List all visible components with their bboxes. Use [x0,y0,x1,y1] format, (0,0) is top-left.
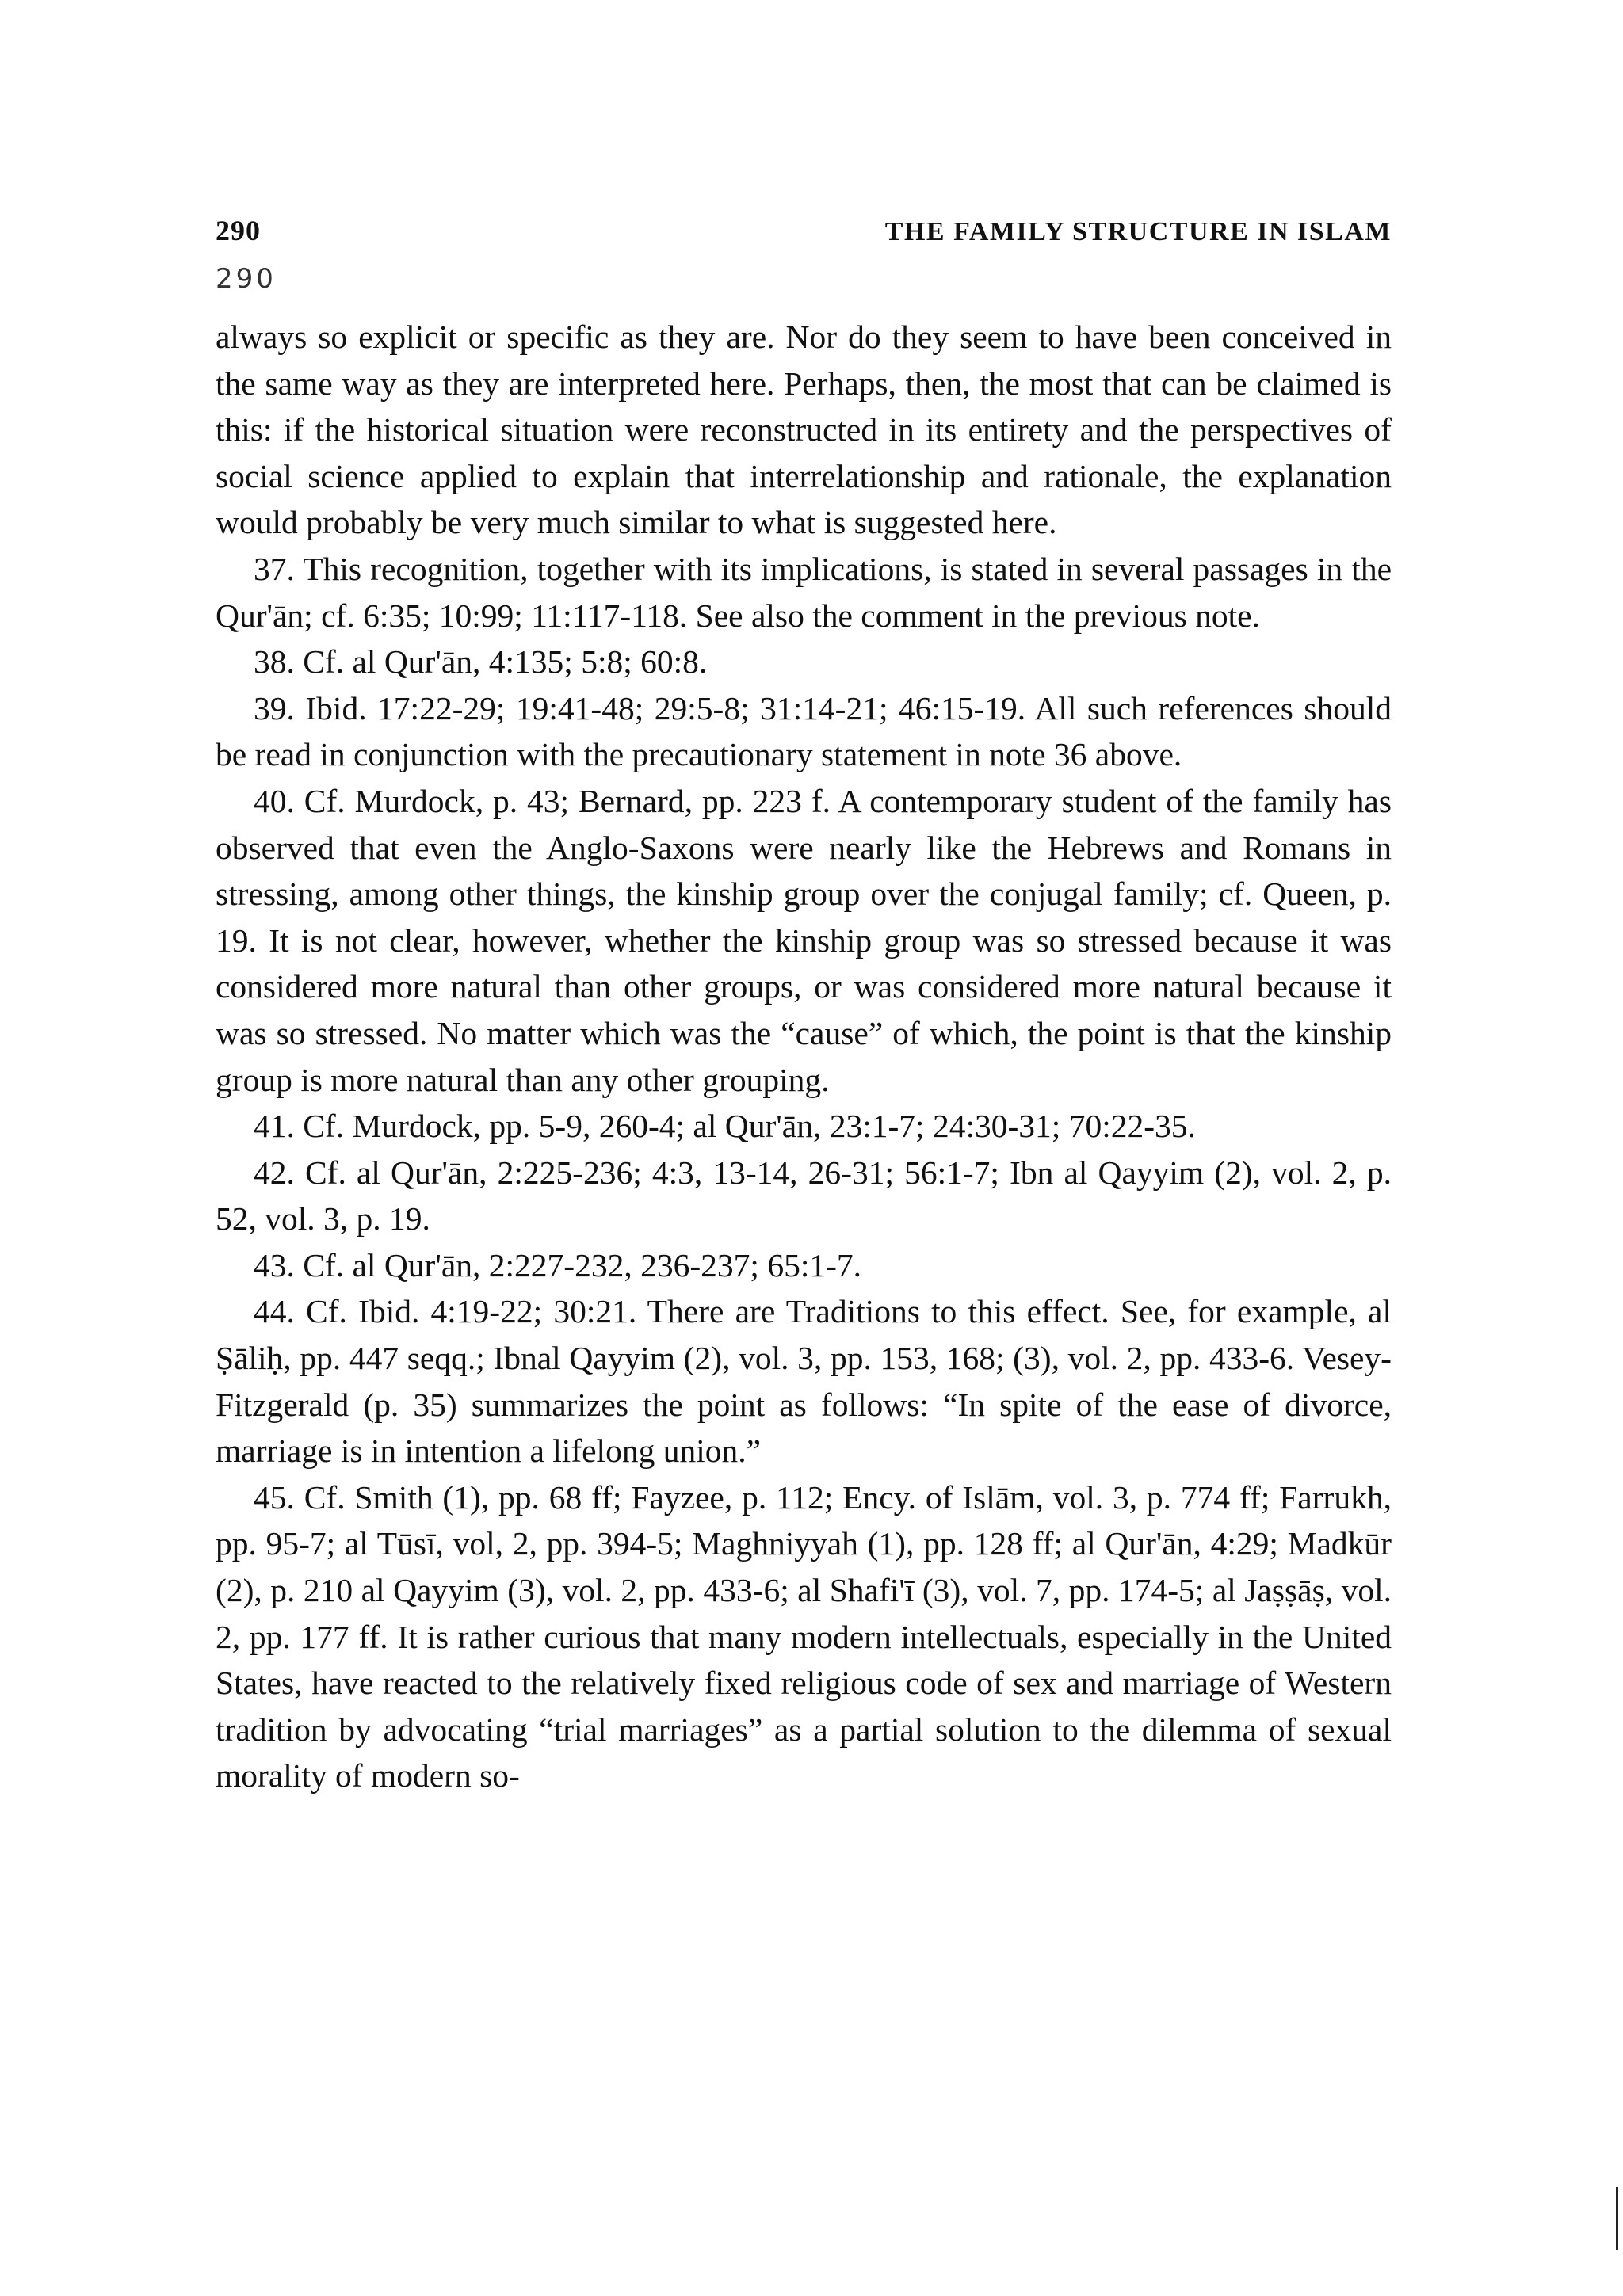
note-40: 40. Cf. Murdock, p. 43; Bernard, pp. 223 f. A contemporary student of the family has observed that even the Anglo-Saxons were nearly like the Hebrews and Romans in stressing, among other things, the kinship group over the conjugal family; cf. Queen, p. 19. It is not clear, however, whether the kinship group was so stressed because it was considered more natural than other groups, or was considered more natural because it was so stressed. No matter which was the “cause” of which, the point is that the kinship group is more natural than any other grouping. [216,782,1392,1098]
scan-edge-mark [1616,2187,1618,2250]
continuation-paragraph: always so explicit or specific as they are. Nor do they seem to have been conceived in the same way as they are interpreted here. Perhaps, then, the most that can be claimed is this: if the historical situation were reconstructed in its entirety and the perspectives of social science applied to explain that interrelationship and rationale, the explanation would probably be very much similar to what is suggested here. [216,318,1392,541]
note-39: 39. Ibid. 17:22-29; 19:41-48; 29:5-8; 31:14-21; 46:15-19. All such references should be read in conjunction with the precautionary statement in note 36 above. [216,689,1392,773]
document-page [216,214,1392,1799]
note-38: 38. Cf. al Qur'ān, 4:135; 5:8; 60:8. [254,643,708,681]
running-head: THE FAMILY STRUCTURE IN ISLAM [884,217,1392,246]
note-37: 37. This recognition, together with its implications, is stated in several passages in the Qur'ān; cf. 6:35; 10:99; 11:117-118. See also the comment in the previous note. [216,550,1392,634]
handwritten-page-number: 290 [216,263,277,295]
note-41: 41. Cf. Murdock, pp. 5-9, 260-4; al Qur'ān, 23:1-7; 24:30-31; 70:22-35. [254,1108,1196,1145]
note-43: 43. Cf. al Qur'ān, 2:227-232, 236-237; 65:1-7. [254,1246,862,1283]
notes-body [216,314,1392,1799]
page-header [216,214,1392,258]
page-number: 290 [216,215,261,246]
note-44: 44. Cf. Ibid. 4:19-22; 30:21. There are Traditions to this effect. See, for example, al Ṣāliḥ, pp. 447 seqq.; Ibnal Qayyim (2), vol. 3, pp. 153, 168; (3), vol. 2, pp. 433-6. Vesey-Fitzgerald (p. 35) summarizes the point as follows: “In spite of the ease of divorce, marriage is in intention a lifelong union.” [216,1293,1392,1470]
note-45: 45. Cf. Smith (1), pp. 68 ff; Fayzee, p. 112; Ency. of Islām, vol. 3, p. 774 ff; Farrukh, pp. 95-7; al Tūsī, vol, 2, pp. 394-5; Maghniyyah (1), pp. 128 ff; al Qur'ān, 4:29; Madkūr (2), p. 210 al Qayyim (3), vol. 2, pp. 433-6; al Shafi'ī (3), vol. 7, pp. 174-5; al Jaṣṣāṣ, vol. 2, pp. 177 ff. It is rather curious that many modern intellectuals, especially in the United States, have reacted to the relatively fixed religious code of sex and marriage of Western tradition by advocating “trial marriages” as a partial solution to the dilemma of sexual morality of modern so- [216,1478,1392,1794]
note-42: 42. Cf. al Qur'ān, 2:225-236; 4:3, 13-14, 26-31; 56:1-7; Ibn al Qayyim (2), vol. 2, p. 52, vol. 3, p. 19. [216,1154,1392,1238]
